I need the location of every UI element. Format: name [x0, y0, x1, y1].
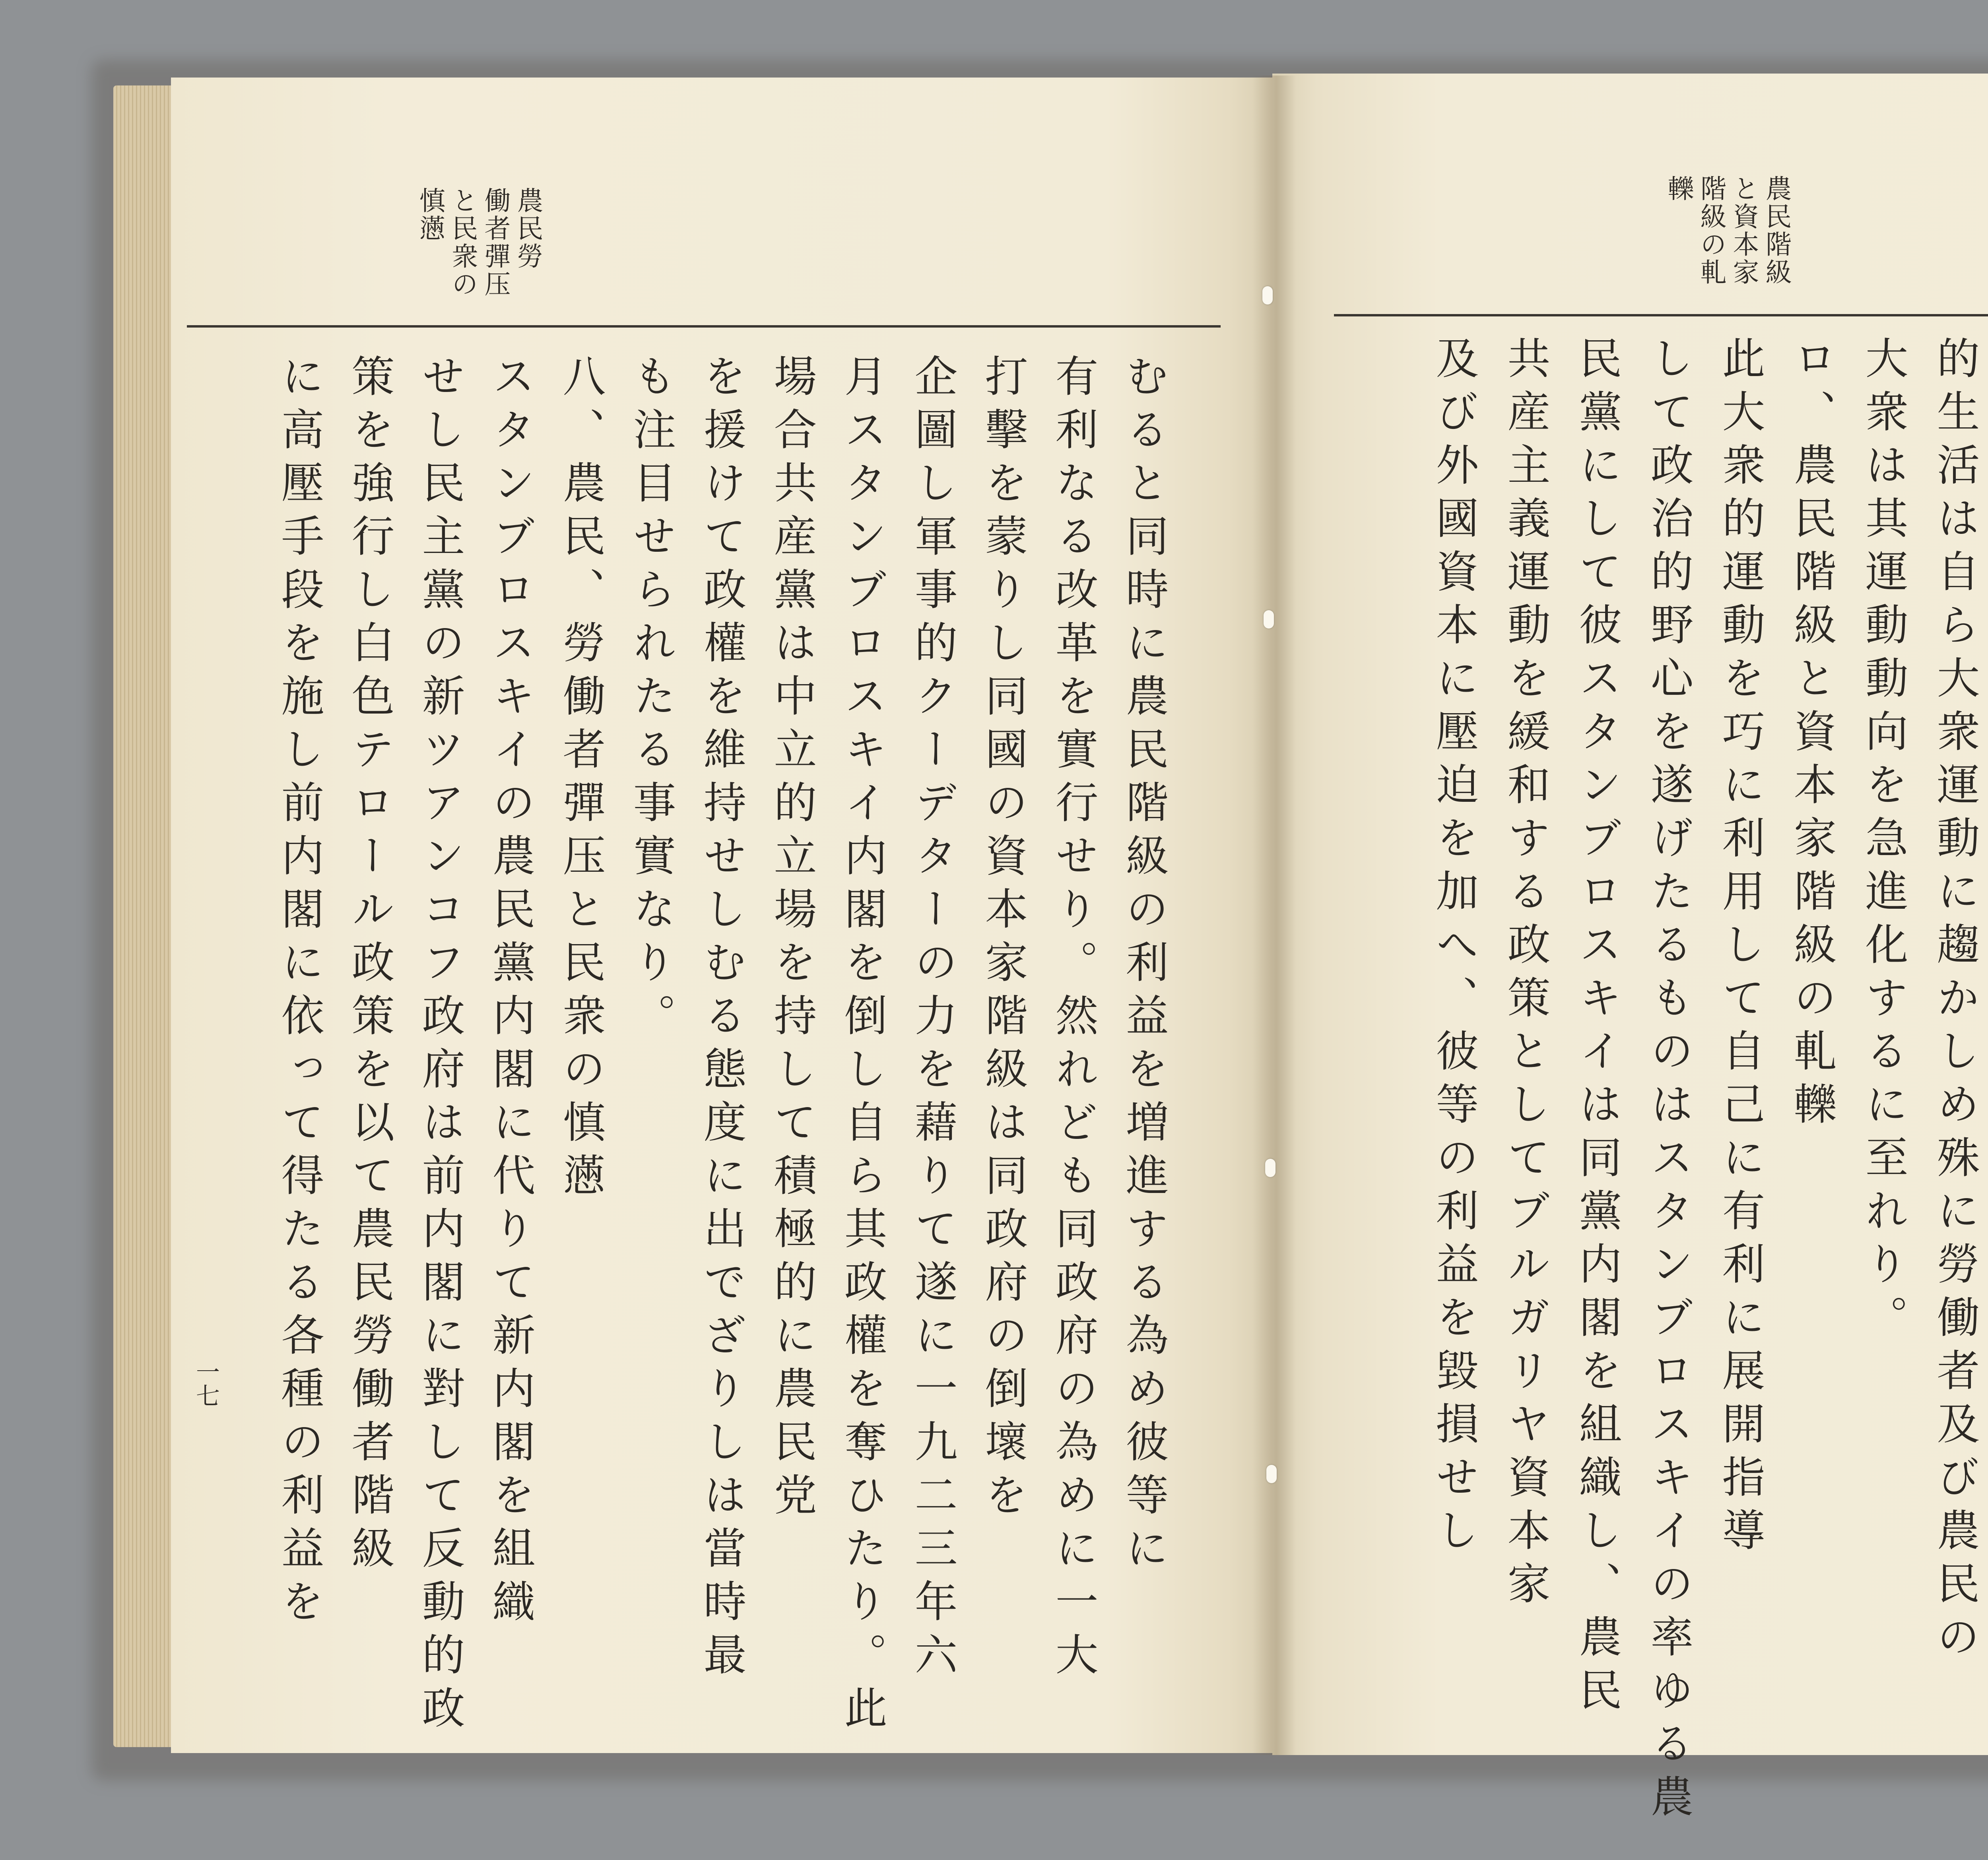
left-column: 打擊を蒙りし同國の資本家階級は同政府の倒壞を: [978, 354, 1027, 1526]
right-column: 及び外國資本に壓迫を加へ、彼等の利益を毀損せし: [1429, 336, 1478, 1561]
left-header-rule: [187, 325, 1221, 328]
binding-stitch: [1262, 286, 1273, 305]
right-column: 的生活は自ら大衆運動に趨かしめ殊に勞働者及び農民の: [1930, 336, 1979, 1668]
left-column: スタンブロスキイの農民黨内閣に代りて新内閣を組織: [485, 354, 535, 1632]
left-column: に高壓手段を施し前内閣に依って得たる各種の利益を: [274, 354, 324, 1632]
left-section-heading: 八、農民、勞働者彈压と民衆の慎懣: [555, 354, 605, 1206]
right-column: 此大衆的運動を巧に利用して自己に有利に展開指導: [1715, 336, 1765, 1561]
left-column: 企圖し軍事的クーデターの力を藉りて遂に一九二三年六: [907, 354, 957, 1685]
left-page-number: 一七: [192, 1360, 220, 1407]
right-column: して政治的野心を遂げたるものはスタンブロスキイの率ゆる農: [1643, 336, 1693, 1827]
book-gutter: [1252, 76, 1296, 1755]
left-column: 場合共産黨は中立的立場を持して積極的に農民党: [767, 354, 816, 1526]
left-column: むると同時に農民階級の利益を増進する為め彼等に: [1118, 354, 1168, 1579]
left-column: 有利なる改革を實行せり。然れども同政府の為めに一大: [1048, 354, 1098, 1685]
left-column: 月スタンブロスキイ内閣を倒し自ら其政權を奪ひたり。此: [837, 354, 887, 1739]
right-section-heading: ロ、農民階級と資本家階級の軋轢: [1786, 336, 1836, 1135]
left-column: 策を強行し白色テロール政策を以て農民勞働者階級: [344, 354, 394, 1579]
right-column: 大衆は其運動動向を急進化するに至れり。: [1858, 336, 1908, 1348]
binding-stitch: [1266, 1465, 1277, 1483]
right-header-note: 農民階級 と資本家 階級の軋 轢: [1663, 175, 1792, 286]
right-header-rule: [1334, 314, 1988, 316]
binding-stitch: [1264, 610, 1274, 628]
left-header-note: 農民勞 働者彈压 と民衆の 慎懣: [415, 187, 543, 298]
bleed-through-marks: [1344, 171, 1388, 1642]
right-column: 共産主義運動を緩和する政策としてブルガリヤ資本家: [1500, 336, 1550, 1614]
left-column: せし民主黨の新ツアンコフ政府は前内閣に對して反動的政: [415, 354, 464, 1739]
binding-stitch: [1265, 1159, 1276, 1177]
left-column: も注目せられたる事實なり。: [626, 354, 676, 1046]
left-column: を援けて政權を維持せしむる態度に出でざりしは當時最: [696, 354, 746, 1685]
right-column: 民黨にして彼スタンブロスキイは同黨内閣を組織し、農民: [1572, 336, 1621, 1721]
